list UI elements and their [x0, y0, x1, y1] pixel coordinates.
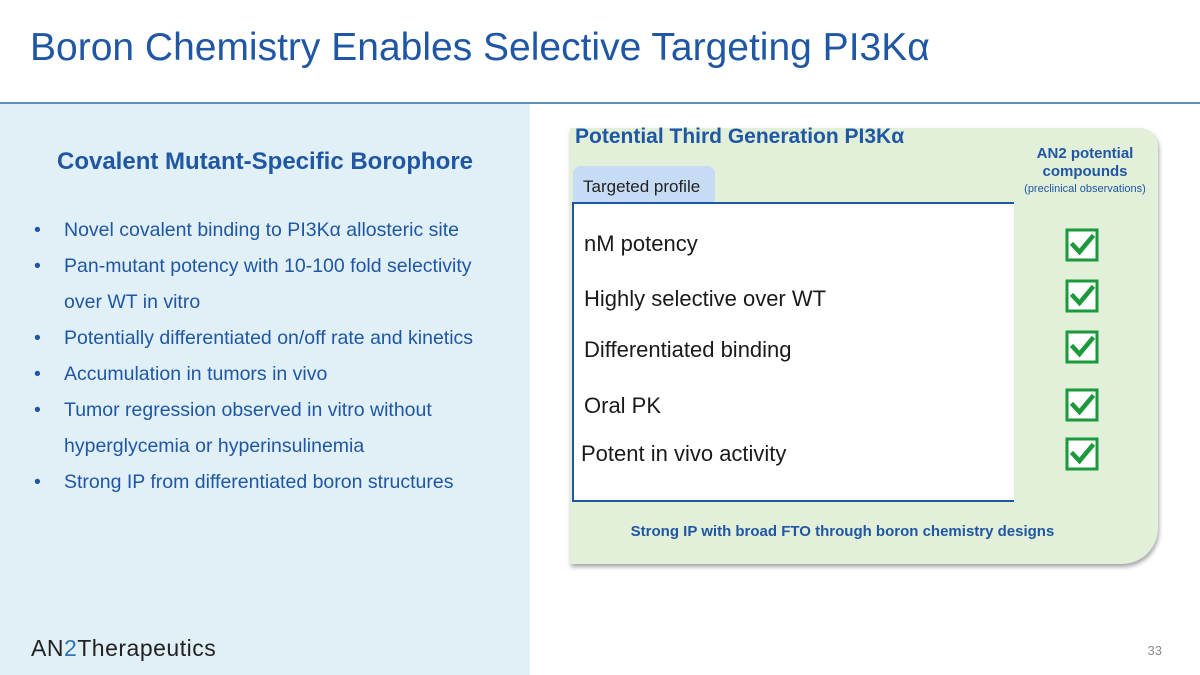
bullet-text: Tumor regression observed in vitro without hyperglycemia or hyperinsulinemia — [64, 399, 432, 457]
bullet-text: Novel covalent binding to PI3Kα allosteric site — [64, 219, 459, 241]
bullet-dot: • — [34, 219, 41, 241]
bullet-item — [34, 320, 514, 356]
right-heading: Potential Third Generation PI3Kα — [575, 125, 905, 148]
bullet-dot: • — [34, 327, 41, 349]
slide-title: Boron Chemistry Enables Selective Targeting PI3Kα — [30, 26, 930, 69]
page-number: 33 — [1147, 643, 1162, 658]
bullet-item — [34, 356, 514, 392]
bullet-dot: • — [34, 363, 41, 385]
logo-therapeutics: Therapeutics — [77, 635, 217, 661]
profile-item: Potent in vivo activity — [581, 441, 787, 466]
an2-compounds-column-header — [1012, 128, 1158, 208]
bullet-list — [34, 212, 514, 500]
bullet-dot: • — [34, 255, 41, 277]
company-logo — [31, 635, 216, 662]
checkbox-checked-icon — [1065, 228, 1099, 262]
profile-box — [572, 202, 1014, 502]
bullet-text: Potentially differentiated on/off rate and kinetics — [64, 327, 474, 349]
left-heading: Covalent Mutant-Specific Borophore — [56, 148, 474, 175]
bullet-dot: • — [34, 471, 41, 493]
checkbox-checked-icon — [1065, 330, 1099, 364]
logo-an: AN — [31, 635, 64, 661]
bullet-text: Accumulation in tumors in vivo — [64, 363, 328, 385]
logo-2: 2 — [63, 635, 78, 661]
bullet-item — [34, 248, 514, 320]
profile-item: Oral PK — [584, 393, 662, 418]
tab-label: Targeted profile — [583, 177, 701, 196]
profile-item: nM potency — [584, 231, 698, 256]
checkbox-checked-icon — [1065, 388, 1099, 422]
checkbox-checked-icon — [1065, 279, 1099, 313]
checkbox-checked-icon — [1065, 437, 1099, 471]
bullet-dot: • — [34, 399, 41, 421]
ip-footer-text: Strong IP with broad FTO through boron chemistry designs — [630, 523, 1055, 540]
bullet-text: Strong IP from differentiated boron structures — [64, 471, 454, 493]
targeted-profile-tab — [573, 166, 715, 202]
profile-item: Differentiated binding — [584, 337, 792, 362]
bullet-item — [34, 392, 514, 464]
bullet-item — [34, 464, 514, 500]
an2-column-title: AN2 potential compounds — [1036, 145, 1134, 180]
left-panel — [0, 104, 530, 675]
bullet-item — [34, 212, 514, 248]
an2-column-subtitle: (preclinical observations) — [1024, 183, 1146, 195]
profile-item: Highly selective over WT — [584, 286, 827, 311]
bullet-text: Pan-mutant potency with 10-100 fold selectivity over WT in vitro — [64, 255, 472, 313]
